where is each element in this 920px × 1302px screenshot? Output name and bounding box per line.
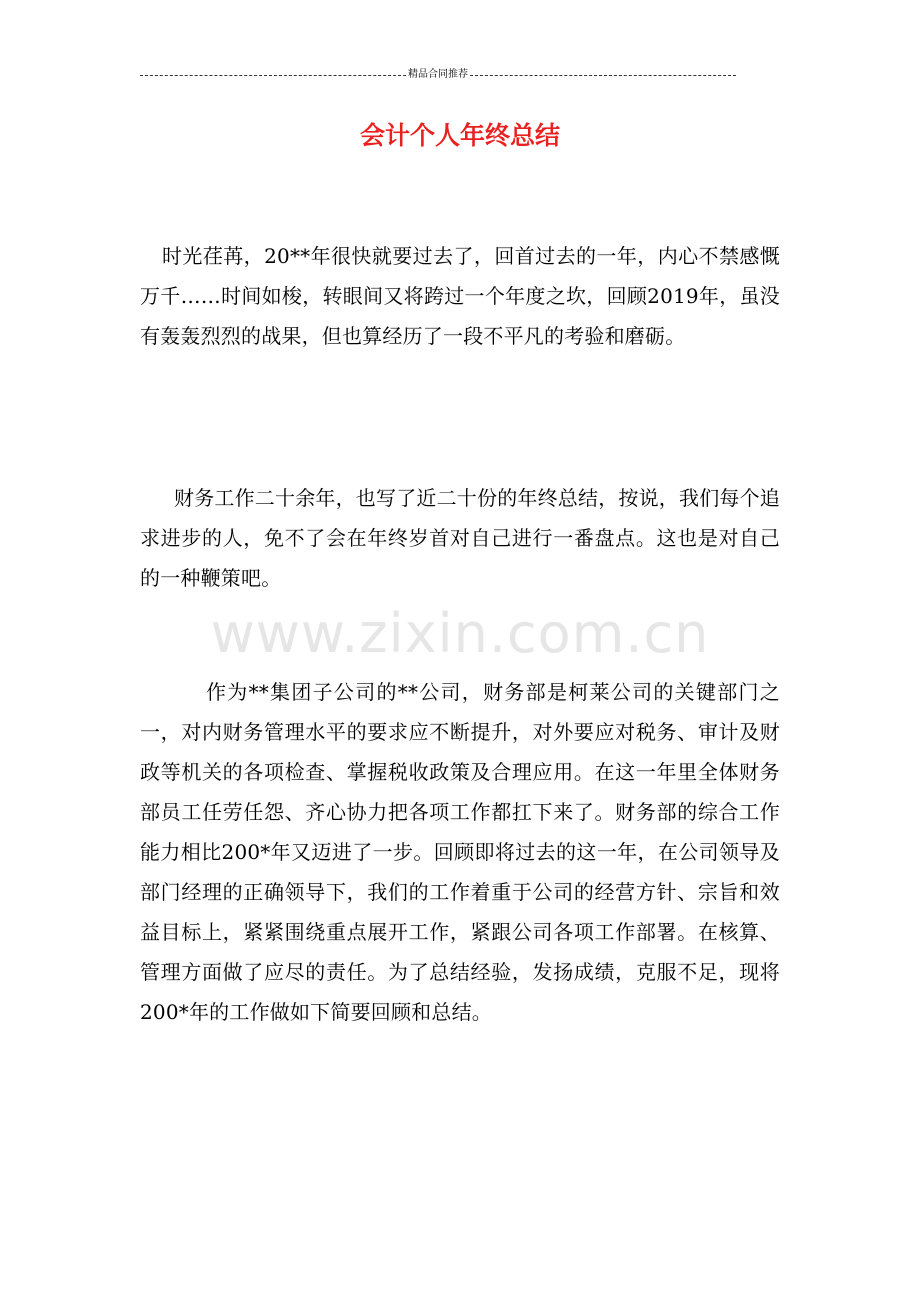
header-label: 精品合同推荐 xyxy=(408,69,468,80)
paragraph-2: 财务工作二十余年，也写了近二十份的年终总结，按说，我们每个追求进步的人，免不了会在年终岁首对自己进行一番盘点。这也是对自己的一种鞭策吧。 xyxy=(140,486,780,590)
header-divider-right xyxy=(470,75,736,76)
page-header xyxy=(140,66,736,84)
header-divider-left xyxy=(140,75,406,76)
paragraph-3: 作为**集团子公司的**公司，财务部是柯莱公司的关键部门之一，对内财务管理水平的要求应不断提升，对外要应对税务、审计及财政等机关的各项检查、掌握税收政策及合理应用。在这一年里全体财务部员工任劳任怨、齐心协力把各项工作都扛下来了。财务部的综合工作能力相比200*年又迈进了一步。回顾即将过去的这一年，在公司领导及部门经理的正确领导下，我们的工作着重于公司的经营方针、宗旨和效益目标上，紧紧围绕重点展开工作，紧跟公司各项工作部署。在核算、管理方面做了应尽的责任。为了总结经验，发扬成绩，克服不足，现将200*年的工作做如下简要回顾和总结。 xyxy=(140,680,780,1024)
watermark: www.zixin.com.cn xyxy=(210,602,710,665)
paragraph-1: 时光荏苒，20**年很快就要过去了，回首过去的一年，内心不禁感慨万千……时间如梭，转眼间又将跨过一个年度之坎，回顾2019年，虽没有轰轰烈烈的战果，但也算经历了一段不平凡的考验和磨砺。 xyxy=(140,244,780,348)
document-title: 会计个人年终总结 xyxy=(359,121,560,150)
